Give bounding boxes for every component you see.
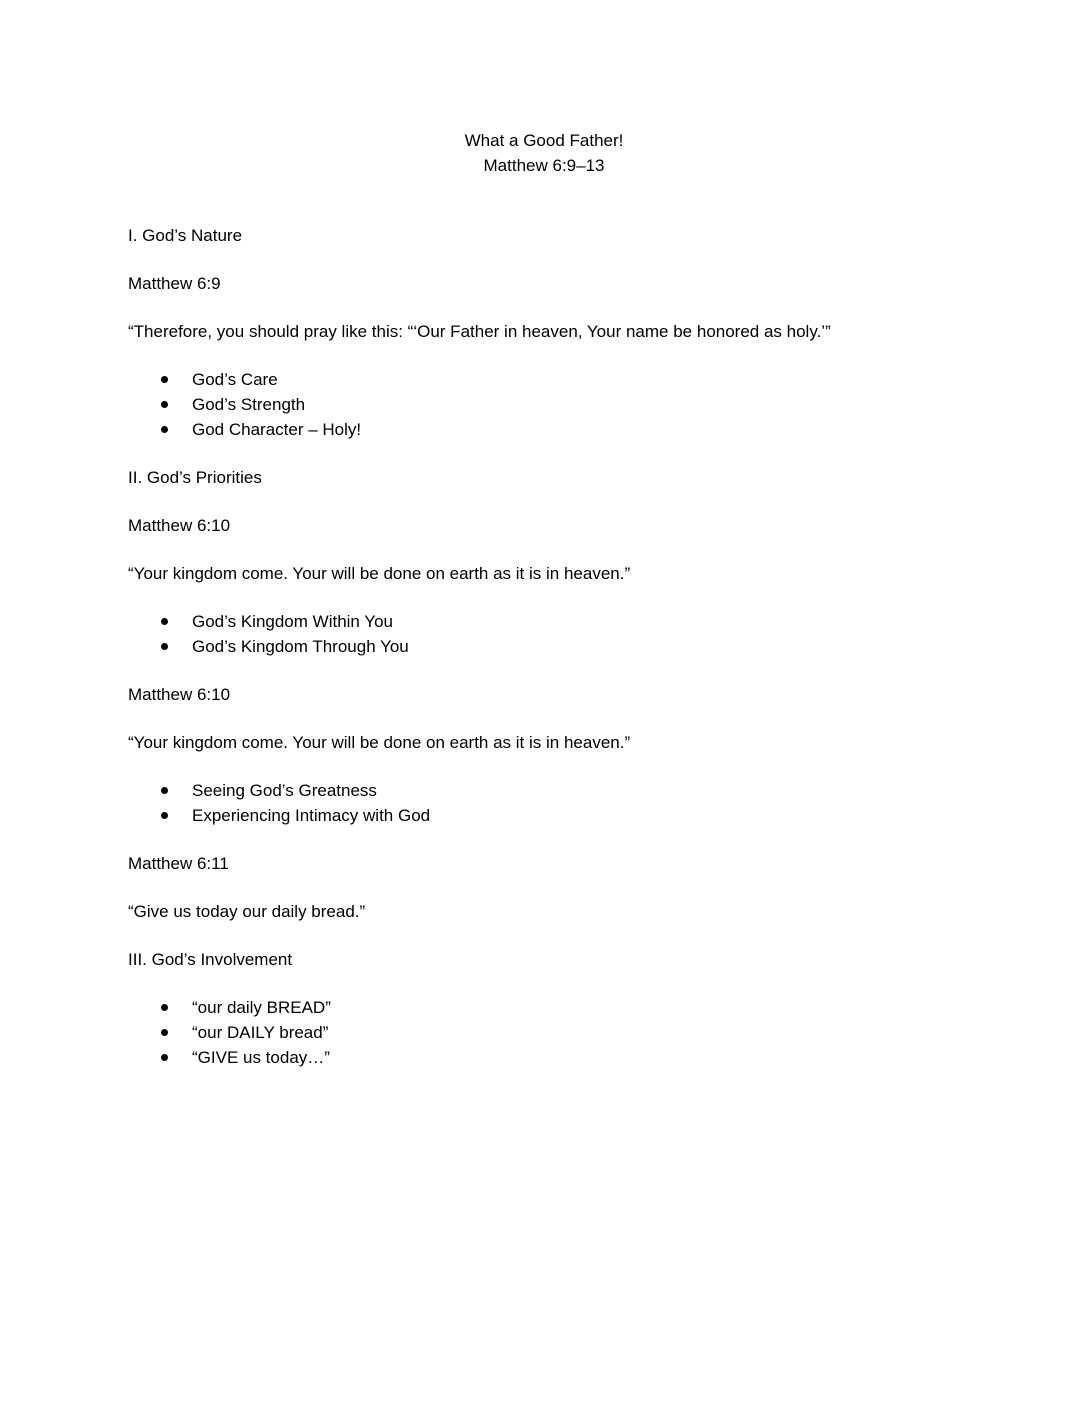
list-item-text: God’s Care	[192, 370, 278, 389]
list-item-text: God’s Strength	[192, 395, 306, 414]
list-item-text: “GIVE us today…”	[192, 1048, 330, 1067]
section-heading: II. God’s Priorities	[128, 468, 262, 487]
scripture-quote: “Your kingdom come. Your will be done on earth as it is in heaven.”	[128, 733, 631, 752]
bullet-icon	[161, 618, 168, 625]
list-item	[128, 803, 968, 828]
scripture-reference: Matthew 6:9	[128, 274, 221, 293]
bullet-icon	[161, 812, 168, 819]
document-title: What a Good Father!	[464, 131, 624, 150]
list-item	[128, 1020, 968, 1045]
bullet-icon	[161, 426, 168, 433]
bullet-icon	[161, 376, 168, 383]
title-block	[0, 128, 1088, 178]
list-item-text: Experiencing Intimacy with God	[192, 806, 431, 825]
bullet-list	[128, 995, 968, 1070]
list-item-text: “our DAILY bread”	[192, 1023, 329, 1042]
scripture-reference: Matthew 6:11	[128, 854, 229, 873]
list-item-text: God’s Kingdom Through You	[192, 637, 409, 656]
bullet-icon	[161, 401, 168, 408]
list-item	[128, 392, 968, 417]
document-body	[128, 223, 968, 1093]
list-item-text: God’s Kingdom Within You	[192, 612, 393, 631]
scripture-quote: “Give us today our daily bread.”	[128, 902, 366, 921]
list-item	[128, 995, 968, 1020]
list-item-text: Seeing God’s Greatness	[192, 781, 377, 800]
scripture-quote: “Therefore, you should pray like this: “‘Our Father in heaven, Your name be honored as holy.’”	[128, 322, 831, 341]
bullet-icon	[161, 787, 168, 794]
scripture-reference: Matthew 6:10	[128, 516, 231, 535]
bullet-icon	[161, 643, 168, 650]
list-item	[128, 609, 968, 634]
list-item	[128, 1045, 968, 1070]
list-item	[128, 367, 968, 392]
list-item	[128, 778, 968, 803]
scripture-reference: Matthew 6:10	[128, 685, 231, 704]
bullet-icon	[161, 1054, 168, 1061]
list-item-text: God Character – Holy!	[192, 420, 362, 439]
section-heading: I. God’s Nature	[128, 226, 243, 245]
bullet-icon	[161, 1029, 168, 1036]
bullet-list	[128, 778, 968, 828]
bullet-icon	[161, 1004, 168, 1011]
list-item	[128, 417, 968, 442]
scripture-quote: “Your kingdom come. Your will be done on earth as it is in heaven.”	[128, 564, 631, 583]
bullet-list	[128, 609, 968, 659]
bullet-list	[128, 367, 968, 442]
list-item-text: “our daily BREAD”	[192, 998, 331, 1017]
document-subtitle: Matthew 6:9–13	[483, 156, 605, 175]
list-item	[128, 634, 968, 659]
section-heading: III. God’s Involvement	[128, 950, 293, 969]
